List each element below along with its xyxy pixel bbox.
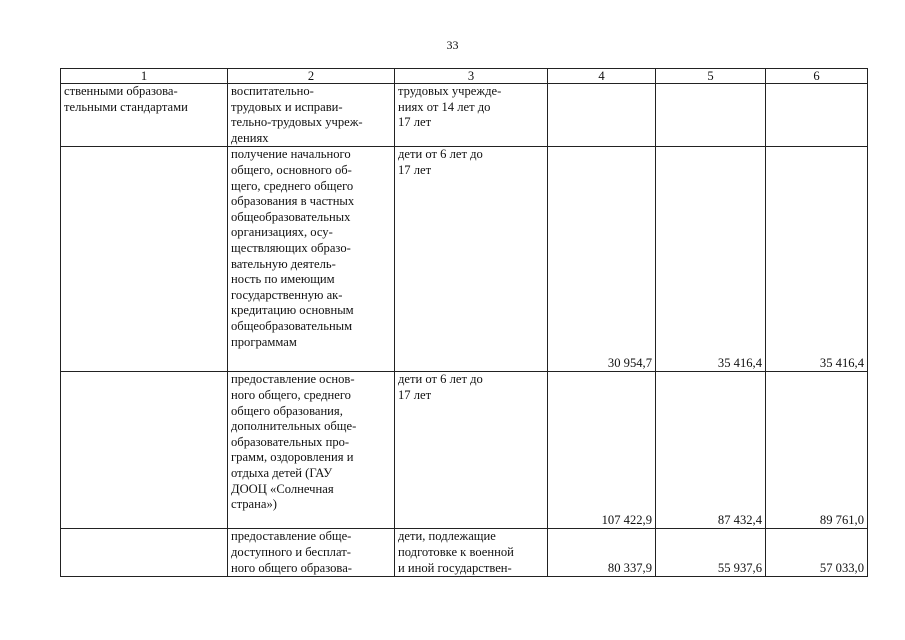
table-cell: предоставление основ- ного общего, среднего общего образования, дополнительных обще- образовательных про- грамм, оздоровления и отдыха детей (ГАУ ДООЦ «Солнечная страна») [228, 372, 395, 529]
table-cell: ственными образова- тельными стандартами [61, 84, 228, 147]
table-cell: 80 337,9 [548, 529, 656, 577]
table-cell: дети от 6 лет до 17 лет [395, 372, 548, 529]
table-cell: 57 033,0 [766, 529, 868, 577]
table-cell: предоставление обще- доступного и бесплат- ного общего образова- [228, 529, 395, 577]
table-row [61, 372, 868, 529]
table-cell: 35 416,4 [766, 147, 868, 372]
column-header-4: 4 [548, 69, 656, 84]
table-cell: трудовых учрежде- ниях от 14 лет до 17 лет [395, 84, 548, 147]
table-cell: 35 416,4 [656, 147, 766, 372]
table-row [61, 84, 868, 147]
table-cell: 30 954,7 [548, 147, 656, 372]
table-cell: 87 432,4 [656, 372, 766, 529]
column-header-5: 5 [656, 69, 766, 84]
page-number: 33 [446, 38, 459, 52]
table-cell: дети, подлежащие подготовке к военной и иной государствен- [395, 529, 548, 577]
budget-table [60, 68, 868, 577]
column-header-2: 2 [228, 69, 395, 84]
table-cell: 55 937,6 [656, 529, 766, 577]
table-cell: получение начального общего, основного об- щего, среднего общего образования в частных общеобразовательных организациях, осу- ществляющих образо- вательную деятель- ность по имеющим государственную ак- кредитацию основным общеобразовательным программам [228, 147, 395, 372]
column-header-6: 6 [766, 69, 868, 84]
table-cell [766, 84, 868, 147]
table-cell: воспитательно- трудовых и исправи- тельно-трудовых учреж- дениях [228, 84, 395, 147]
table-cell: 107 422,9 [548, 372, 656, 529]
table-row [61, 147, 868, 372]
table-cell [548, 84, 656, 147]
column-header-3: 3 [395, 69, 548, 84]
column-header-1: 1 [61, 69, 228, 84]
table-cell [61, 147, 228, 372]
table-row [61, 529, 868, 577]
table-cell [61, 372, 228, 529]
table-cell [656, 84, 766, 147]
table-cell: дети от 6 лет до 17 лет [395, 147, 548, 372]
header-row [61, 69, 868, 84]
table-cell [61, 529, 228, 577]
table-cell: 89 761,0 [766, 372, 868, 529]
